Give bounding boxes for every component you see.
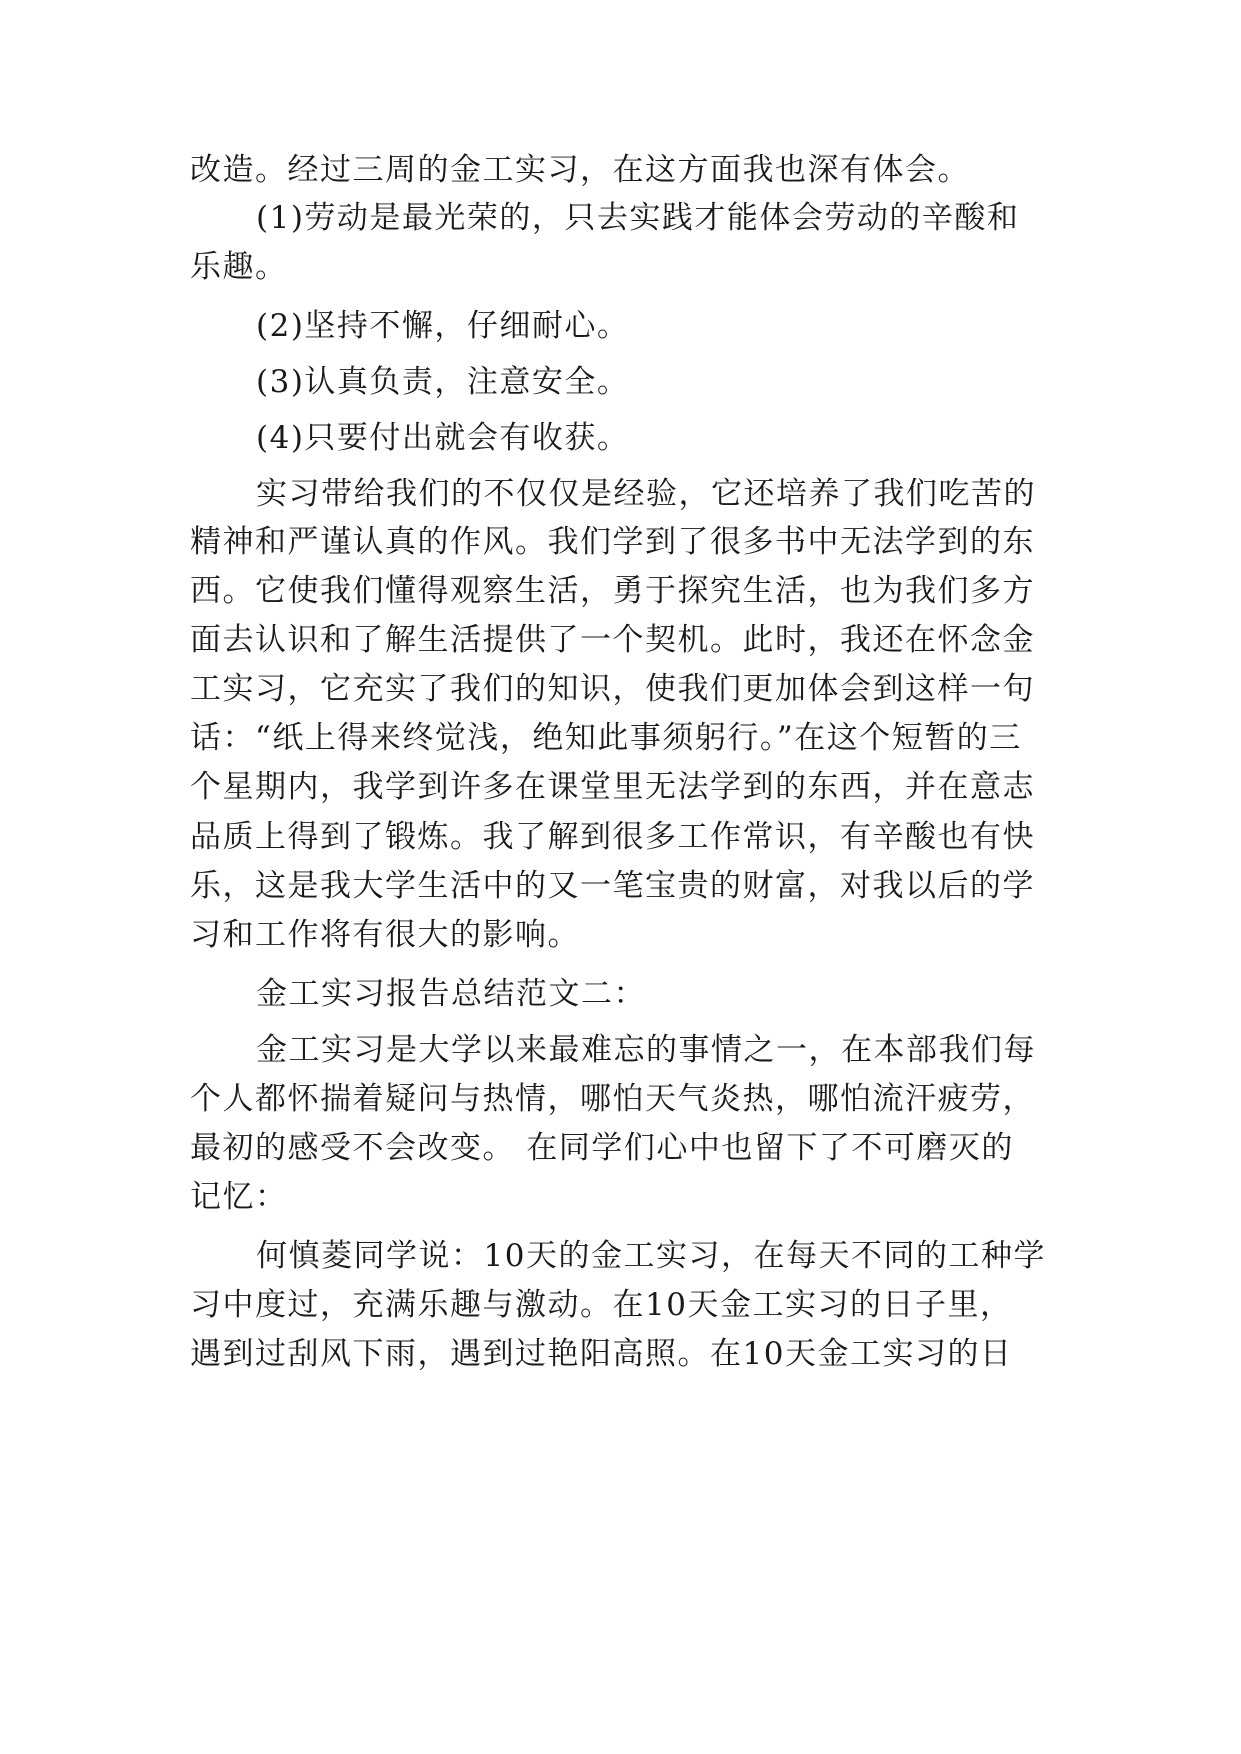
paragraph-line: 习中度过，充满乐趣与激动。在10天金工实习的日子里， <box>190 1287 1013 1323</box>
paragraph-line: 最初的感受不会改变。 在同学们心中也留下了不可磨灭的 <box>190 1130 1014 1166</box>
paragraph-line: 遇到过刮风下雨，遇到过艳阳高照。在10天金工实习的日 <box>190 1336 1013 1372</box>
paragraph-line: 品质上得到了锻炼。我了解到很多工作常识，有辛酸也有快 <box>190 819 1035 855</box>
paragraph-line: 面去认识和了解生活提供了一个契机。此时，我还在怀念金 <box>190 622 1035 658</box>
paragraph-line: 记忆： <box>190 1179 288 1215</box>
paragraph-line: 实习带给我们的不仅仅是经验，它还培养了我们吃苦的 <box>256 476 1036 512</box>
paragraph-line: 个星期内，我学到许多在课堂里无法学到的东西，并在意志 <box>190 769 1035 805</box>
paragraph-line: 西。它使我们懂得观察生活，勇于探究生活，也为我们多方 <box>190 573 1035 609</box>
paragraph-line: 话：“纸上得来终觉浅，绝知此事须躬行。”在这个短暂的三 <box>190 720 1022 756</box>
text-line: 改造。经过三周的金工实习，在这方面我也深有体会。 <box>190 152 970 188</box>
list-item: (4)只要付出就会有收获。 <box>256 420 630 456</box>
paragraph-line: 精神和严谨认真的作风。我们学到了很多书中无法学到的东 <box>190 524 1035 560</box>
paragraph-line: 个人都怀揣着疑问与热情，哪怕天气炎热，哪怕流汗疲劳， <box>190 1081 1035 1117</box>
paragraph-line: 乐，这是我大学生活中的又一笔宝贵的财富，对我以后的学 <box>190 868 1035 904</box>
paragraph-line: 金工实习是大学以来最难忘的事情之一，在本部我们每 <box>256 1032 1036 1068</box>
paragraph-line: 何慎菱同学说：10天的金工实习，在每天不同的工种学 <box>256 1238 1046 1274</box>
text-line: 乐趣。 <box>190 249 288 285</box>
section-heading: 金工实习报告总结范文二： <box>256 976 646 1012</box>
list-item: (3)认真负责，注意安全。 <box>256 364 630 400</box>
paragraph-line: 习和工作将有很大的影响。 <box>190 917 580 953</box>
paragraph-line: 工实习，它充实了我们的知识，使我们更加体会到这样一句 <box>190 671 1035 707</box>
list-item: (2)坚持不懈，仔细耐心。 <box>256 308 630 344</box>
list-item: (1)劳动是最光荣的，只去实践才能体会劳动的辛酸和 <box>256 200 1020 236</box>
